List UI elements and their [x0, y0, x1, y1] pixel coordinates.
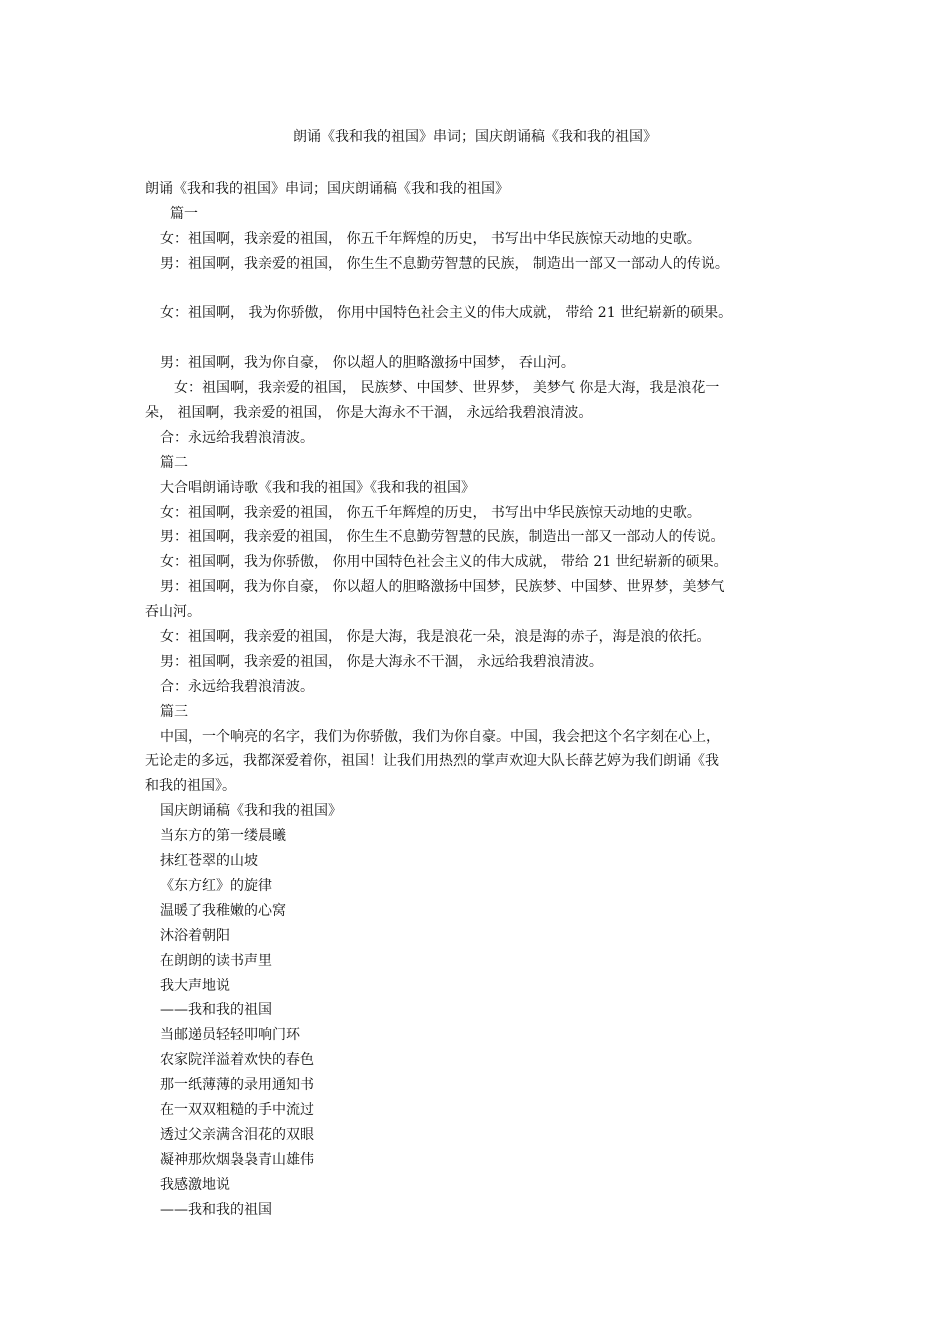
- document-subtitle: 朗诵《我和我的祖国》串词；国庆朗诵稿《我和我的祖国》: [145, 181, 509, 197]
- paragraph-line: 女：祖国啊，我亲爱的祖国， 民族梦、中国梦、世界梦， 美梦气 你是大海，我是浪花一: [174, 380, 720, 397]
- poem-line: 当邮递员轻轻叩响门环: [160, 1027, 300, 1044]
- poem-line: 凝神那炊烟袅袅青山雄伟: [160, 1151, 314, 1168]
- poem-line: 农家院洋溢着欢快的春色: [160, 1052, 314, 1069]
- section-heading-1: 篇一: [170, 205, 198, 222]
- poem-line: 在一双双粗糙的手中流过: [160, 1101, 314, 1118]
- poem-line: 透过父亲满含泪花的双眼: [160, 1126, 314, 1143]
- section-heading-3: 篇三: [160, 703, 188, 720]
- paragraph-line: 男：祖国啊，我亲爱的祖国， 你生生不息勤劳智慧的民族，制造出一部又一部动人的传说。: [160, 529, 725, 546]
- poem-line: 当东方的第一缕晨曦: [160, 828, 286, 845]
- poem-line: ——我和我的祖国: [160, 1002, 272, 1019]
- paragraph-line: 女：祖国啊，我亲爱的祖国， 你五千年辉煌的历史， 书写出中华民族惊天动地的史歌。: [160, 230, 701, 247]
- paragraph-line: 男：祖国啊，我为你自豪， 你以超人的胆略激扬中国梦，民族梦、中国梦、世界梦，美梦气: [160, 579, 725, 596]
- poem-line: 沐浴着朝阳: [160, 927, 230, 944]
- paragraph-line: 女：祖国啊， 我为你骄傲， 你用中国特色社会主义的伟大成就， 带给 21 世纪崭新的硕果。: [160, 305, 733, 322]
- paragraph-line: 女：祖国啊，我亲爱的祖国， 你是大海，我是浪花一朵，浪是海的赤子，海是浪的依托。: [160, 629, 711, 646]
- poem-line: 《东方红》的旋律: [160, 877, 272, 894]
- paragraph-line: 吞山河。: [145, 604, 201, 621]
- poem-line: 温暖了我稚嫩的心窝: [160, 902, 286, 919]
- paragraph-line: 女：祖国啊，我为你骄傲， 你用中国特色社会主义的伟大成就， 带给 21 世纪崭新的硕果。: [160, 554, 728, 571]
- poem-line: 那一纸薄薄的录用通知书: [160, 1077, 314, 1094]
- paragraph-line: 合：永远给我碧浪清波。: [160, 678, 314, 695]
- section-heading-2: 篇二: [160, 454, 188, 471]
- paragraph-line: 合：永远给我碧浪清波。: [160, 429, 314, 446]
- poem-line: 我感激地说: [160, 1176, 230, 1193]
- blank-line: [145, 326, 825, 351]
- paragraph-line: 男：祖国啊，我为你自豪， 你以超人的胆略激扬中国梦， 吞山河。: [160, 355, 575, 372]
- paragraph-line: 和我的祖国》。: [145, 778, 236, 795]
- paragraph-line: 男：祖国啊，我亲爱的祖国， 你是大海永不干涸， 永远给我碧浪清波。: [160, 653, 603, 670]
- poem-title: 国庆朗诵稿《我和我的祖国》: [160, 803, 342, 820]
- blank-line: [145, 277, 825, 302]
- document-title: 朗诵《我和我的祖国》串词；国庆朗诵稿《我和我的祖国》: [293, 129, 657, 145]
- document-body: [145, 177, 825, 1222]
- poem-line: 在朗朗的读书声里: [160, 952, 272, 969]
- poem-line: ——我和我的祖国: [160, 1201, 272, 1218]
- paragraph-line: 中国，一个响亮的名字，我们为你骄傲，我们为你自豪。中国，我会把这个名字刻在心上，: [160, 728, 720, 745]
- poem-line: 我大声地说: [160, 977, 230, 994]
- paragraph-line: 女：祖国啊，我亲爱的祖国， 你五千年辉煌的历史， 书写出中华民族惊天动地的史歌。: [160, 504, 701, 521]
- paragraph-line: 朵， 祖国啊，我亲爱的祖国， 你是大海永不干涸， 永远给我碧浪清波。: [145, 405, 593, 422]
- paragraph-line: 无论走的多远，我都深爱着你，祖国！让我们用热烈的掌声欢迎大队长薛艺婷为我们朗诵《我: [145, 753, 719, 770]
- paragraph-line: 男：祖国啊，我亲爱的祖国， 你生生不息勤劳智慧的民族， 制造出一部又一部动人的传说。: [160, 255, 729, 272]
- poem-line: 抹红苍翠的山坡: [160, 853, 258, 870]
- paragraph-line: 大合唱朗诵诗歌《我和我的祖国》《我和我的祖国》: [160, 479, 475, 496]
